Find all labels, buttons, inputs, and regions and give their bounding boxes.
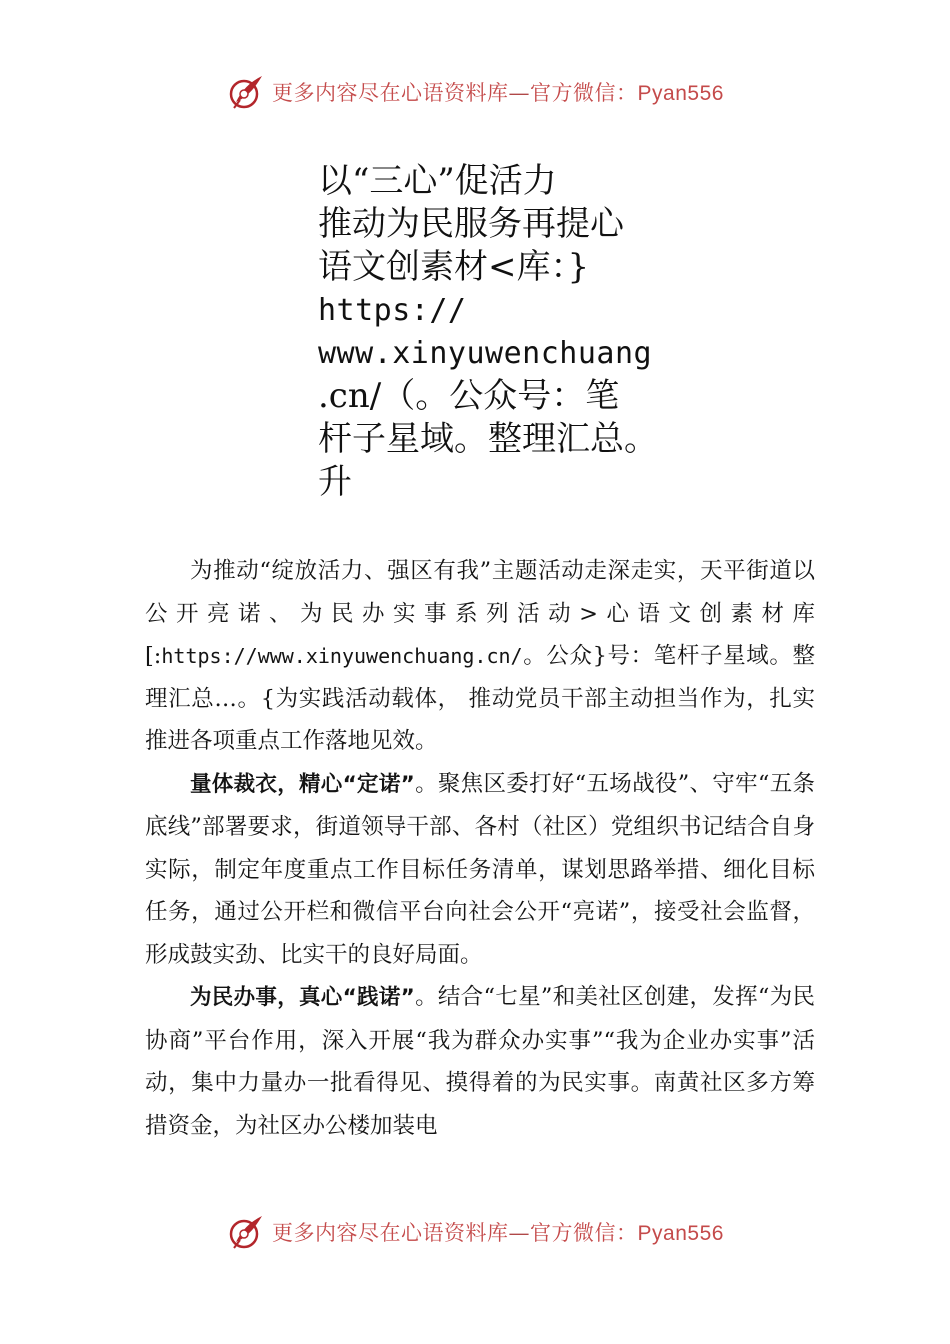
paragraph-3-text: 。结合“七星”和美社区创建，发挥“为民协商”平台作用，深入开展“我为群众办实事”“我为企业办实事”活动，集中力量办一批看得见、摸得着的为民实事。南黄社区多方筹措资金，为社区办公楼加装电 bbox=[145, 984, 816, 1139]
banner-label: 更多内容尽在心语资料库 bbox=[272, 81, 509, 105]
title-line-5: www.xinyuwenchuang bbox=[318, 336, 653, 371]
paragraph-3 bbox=[145, 976, 815, 1147]
banner-wechat-id: Pyan556 bbox=[637, 1222, 724, 1245]
title-line-3: 语文创素材<库：} bbox=[318, 247, 590, 287]
title-line-1: 以“三心”促活力 bbox=[318, 161, 557, 201]
paragraph-2 bbox=[145, 763, 815, 977]
paragraph-2-heading: 量体裁衣，精心“定诺” bbox=[190, 771, 415, 797]
banner-dash: — bbox=[508, 1221, 531, 1245]
banner-wechat-id: Pyan556 bbox=[637, 82, 724, 105]
document-body bbox=[145, 550, 815, 1147]
paragraph-1-text-a: 为推动“绽放活力、强区有我”主题活动走深走实，天平街道以公开亮诺、为民办实事系列活动>心语文创素材库[: bbox=[145, 558, 815, 669]
title-line-7: 杆子星域。整理汇总。 bbox=[318, 419, 658, 459]
quill-logo-icon bbox=[226, 1212, 266, 1252]
banner-label: 更多内容尽在心语资料库 bbox=[272, 1221, 509, 1245]
paragraph-1-text-b: 。公众}号：笔杆子星域。整理汇总…。{为实践活动载体， 推动党员干部主动担当作为，扎实推进各项重点工作落地见效。 bbox=[145, 643, 815, 754]
banner-text bbox=[272, 77, 724, 107]
title-line-8: 升 bbox=[318, 462, 352, 502]
title-line-2: 推动为民服务再提心 bbox=[318, 204, 624, 244]
title-line-6: .cn/（。公众号：笔 bbox=[318, 376, 620, 416]
banner-dash: — bbox=[508, 81, 531, 105]
paragraph-3-heading: 为民办事，真心“践诺” bbox=[190, 985, 415, 1010]
paragraph-2-text: 。聚焦区委打好“五场战役”、守牢“五条底线”部署要求，街道领导干部、各村（社区）党组织书记结合自身实际，制定年度重点工作目标任务清单，谋划思路举措、细化目标任务，通过公开栏和微信平台向社会公开“亮诺”，接受社会监督，形成鼓实劲、比实干的良好局面。 bbox=[145, 770, 816, 968]
banner-wechat: 官方微信： bbox=[530, 1221, 638, 1245]
banner-text bbox=[272, 1217, 724, 1247]
paragraph-1 bbox=[145, 550, 815, 763]
banner-wechat: 官方微信： bbox=[530, 81, 638, 105]
paragraph-1-url: https://www.xinyuwenchuang.cn/ bbox=[161, 644, 523, 668]
footer-banner bbox=[0, 1210, 950, 1254]
header-banner bbox=[0, 70, 950, 114]
title-line-4: https:// bbox=[318, 293, 467, 328]
document-title bbox=[318, 160, 658, 504]
quill-logo-icon bbox=[226, 72, 266, 112]
